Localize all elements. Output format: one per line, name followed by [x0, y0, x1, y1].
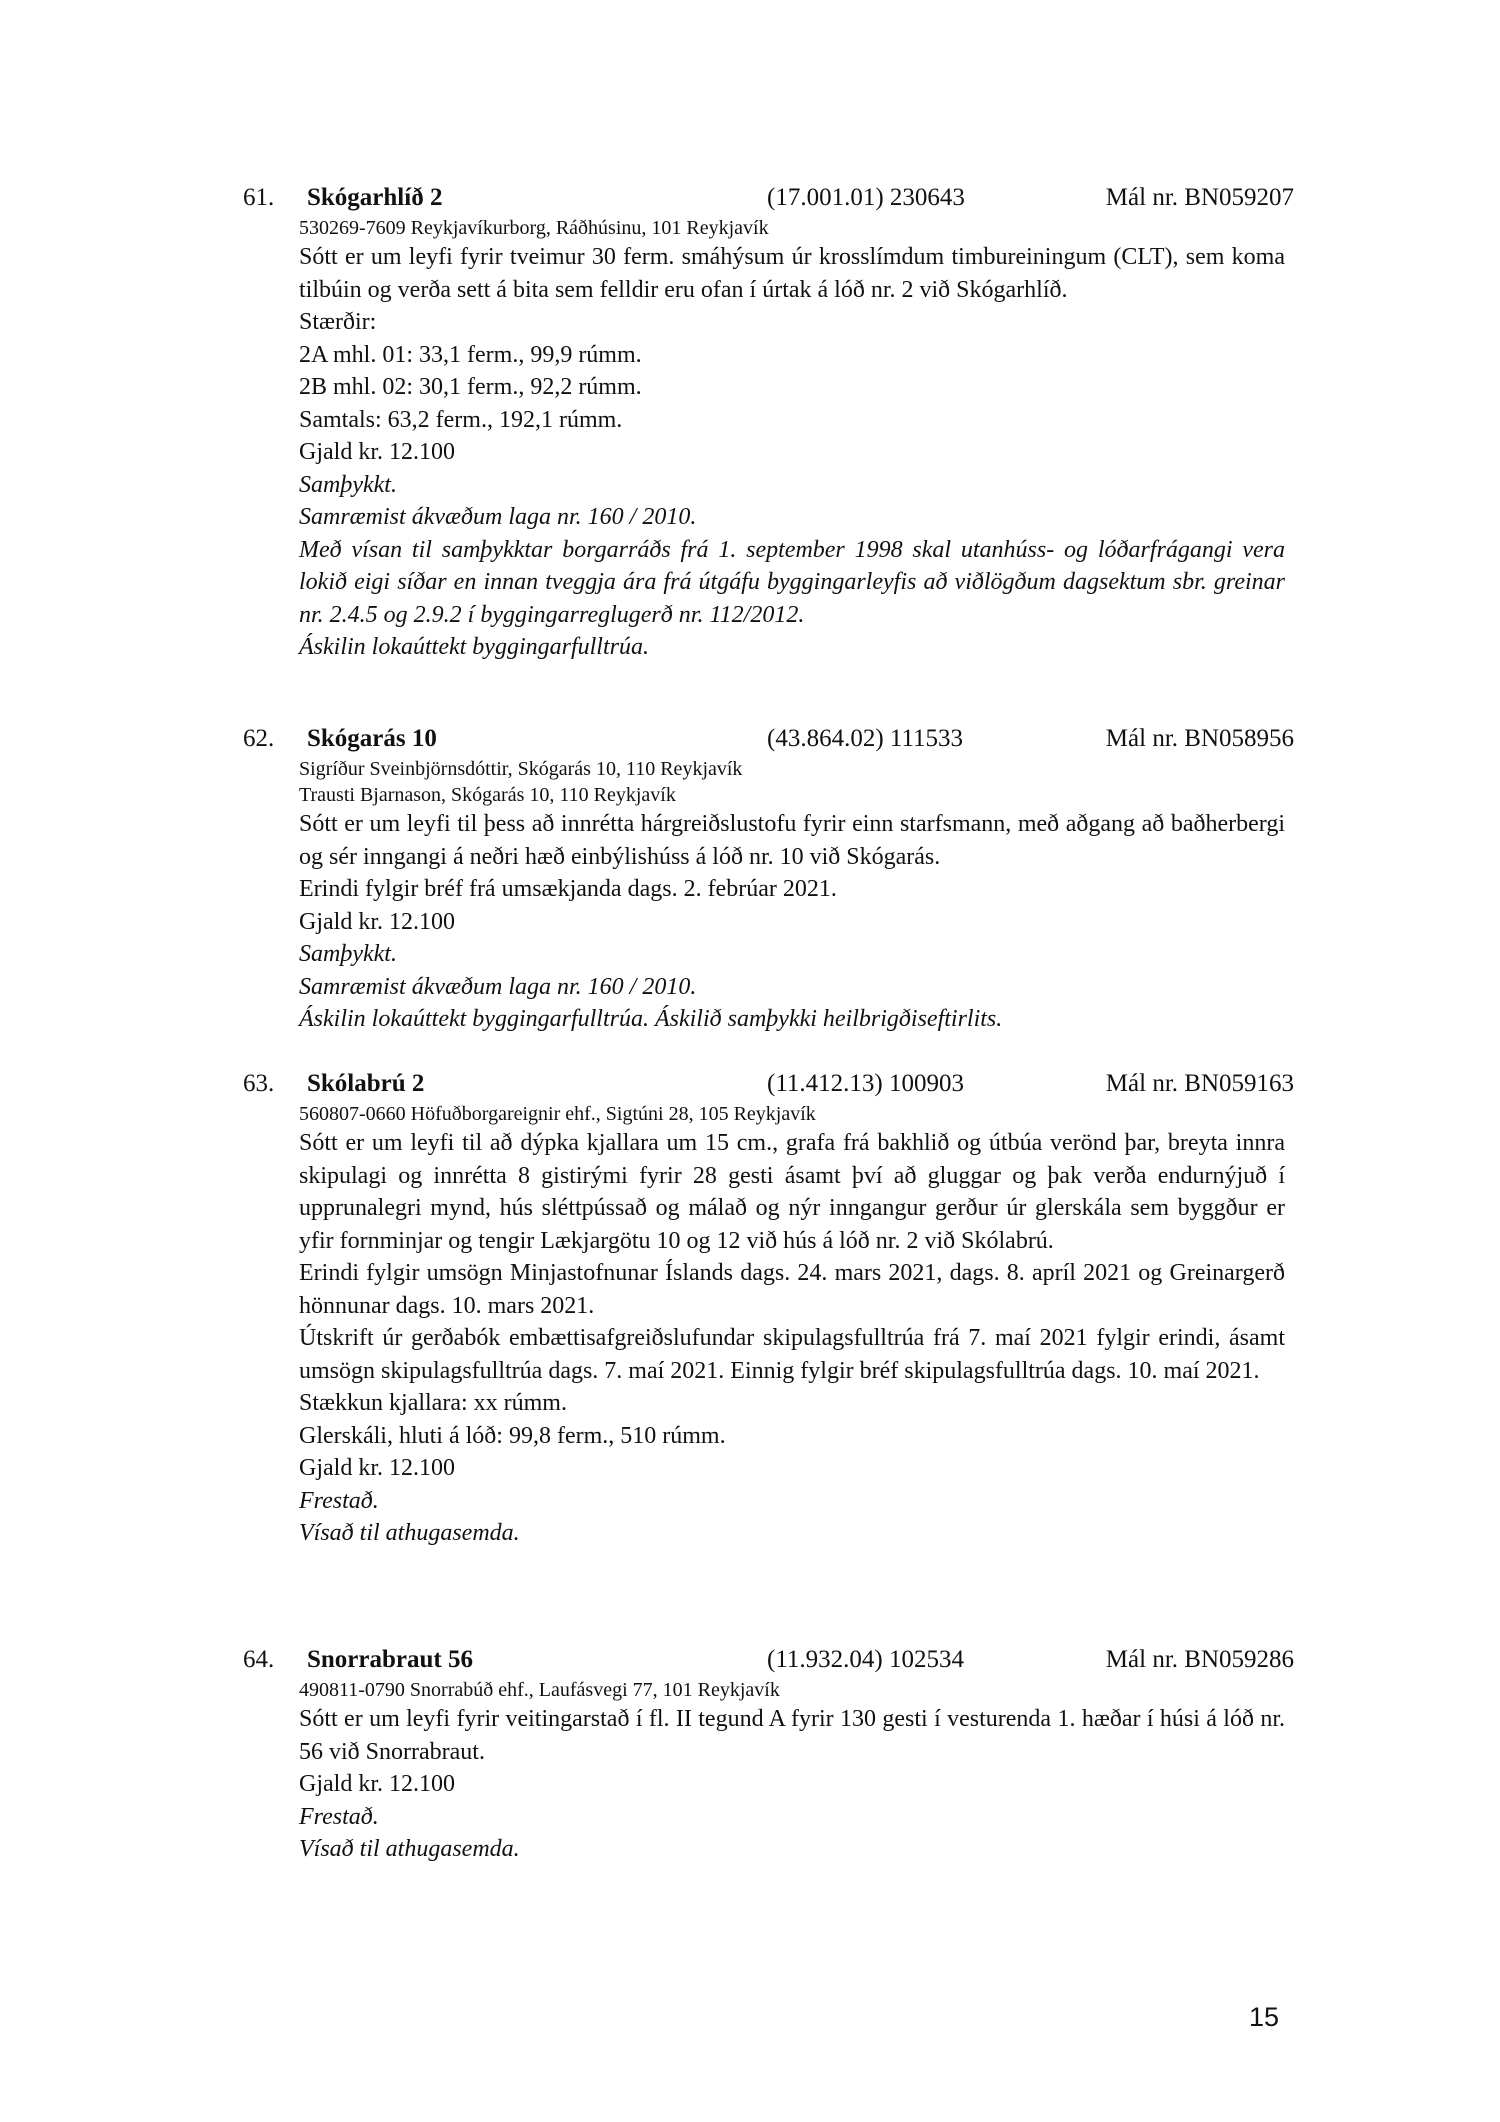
description: Sótt er um leyfi til að dýpka kjallara um 15 cm., grafa frá bakhlið og útbúa verönd þar, breyta innra skipulagi og innrétta 8 gistirými fyrir 28 gesti ásamt því að gluggar og þak verða endurnýjuð í upprunalegri mynd, hús sléttpússað og málað og nýr inngangur gerður úr glerskála sem byggður er yfir fornminjar og tengir Lækjargötu 10 og 12 við hús á lóð nr. 2 við Skólabrú.: [299, 1130, 1285, 1254]
entry-lot-id: (43.864.02) 111533: [767, 725, 964, 752]
detail-line: 2A mhl. 01: 33,1 ferm., 99,9 rúmm.: [299, 341, 642, 368]
detail-line: 2B mhl. 02: 30,1 ferm., 92,2 rúmm.: [299, 374, 642, 400]
detail-line: Stærðir:: [299, 309, 377, 335]
fee-line: Gjald kr. 12.100: [299, 439, 455, 465]
decision-line: Samræmist ákvæðum laga nr. 160 / 2010.: [299, 504, 697, 530]
applicant: Trausti Bjarnason, Skógarás 10, 110 Reykjavík: [299, 784, 676, 806]
attachments-note: Erindi fylgir umsögn Minjastofnunar Íslands dags. 24. mars 2021, dags. 8. apríl 2021 og Greinargerð hönnunar dags. 10. mars 2021.: [299, 1260, 1285, 1319]
decision-line: Vísað til athugasemda.: [299, 1520, 520, 1546]
applicant: 560807-0660 Höfuðborgareignir ehf., Sigtúni 28, 105 Reykjavík: [299, 1103, 816, 1125]
entry-address: Skógarás 10: [307, 725, 437, 752]
fee-line: Gjald kr. 12.100: [299, 908, 455, 935]
entry-number: 64.: [243, 1646, 275, 1673]
entry-body: [299, 756, 1285, 1036]
detail-line: Stækkun kjallara: xx rúmm.: [299, 1390, 567, 1416]
entry-number: 61.: [243, 184, 275, 211]
entry-lot-id: (11.932.04) 102534: [767, 1646, 964, 1673]
decision-line: Frestað.: [299, 1803, 379, 1830]
entry-case-number: Mál nr. BN059286: [1105, 1646, 1294, 1673]
entry-63: [0, 1067, 1500, 1550]
applicant: 490811-0790 Snorrabúð ehf., Laufásvegi 77, 101 Reykjavík: [299, 1679, 780, 1701]
decision-line: Samþykkt.: [299, 941, 397, 967]
final-inspection-note: Áskilin lokaúttekt byggingarfulltrúa.: [299, 634, 649, 660]
extract-note: Útskrift úr gerðabók embættisafgreiðslufundar skipulagsfulltrúa frá 7. maí 2021 fylgir erindi, ásamt umsögn skipulagsfulltrúa dags. 7. maí 2021. Einnig fylgir bréf skipulagsfulltrúa dags. 10. maí 2021.: [299, 1325, 1285, 1384]
decision-line: Samþykkt.: [299, 471, 397, 498]
entry-address: Skólabrú 2: [307, 1070, 425, 1097]
entry-61: [0, 181, 1500, 664]
entry-lot-id: (11.412.13) 100903: [767, 1070, 964, 1097]
page-number: 15: [1249, 2002, 1280, 2032]
entry-62: [0, 722, 1500, 1036]
decision-line: Frestað.: [299, 1487, 379, 1514]
detail-line: Samtals: 63,2 ferm., 192,1 rúmm.: [299, 406, 623, 433]
entry-case-number: Mál nr. BN059163: [1105, 1070, 1294, 1097]
applicant: Sigríður Sveinbjörnsdóttir, Skógarás 10, 110 Reykjavík: [299, 758, 743, 780]
description: Sótt er um leyfi fyrir tveimur 30 ferm. smáhýsum úr krosslímdum timbureiningum (CLT), sem koma tilbúin og verða sett á bita sem felldir eru ofan í úrtak á lóð nr. 2 við Skógarhlíð.: [299, 244, 1285, 303]
entry-address: Skógarhlíð 2: [307, 184, 443, 211]
entry-lot-id: (17.001.01) 230643: [767, 184, 965, 211]
entry-header: [0, 1067, 1500, 1101]
decision-line: Vísað til athugasemda.: [299, 1836, 520, 1862]
entry-header: [0, 722, 1500, 756]
detail-line: Glerskáli, hluti á lóð: 99,8 ferm., 510 rúmm.: [299, 1422, 726, 1449]
applicant: 530269-7609 Reykjavíkurborg, Ráðhúsinu, 101 Reykjavík: [299, 217, 769, 239]
description: Sótt er um leyfi til þess að innrétta hárgreiðslustofu fyrir einn starfsmann, með aðgang að baðherbergi og sér inngangi á neðri hæð einbýlishúss á lóð nr. 10 við Skógarás.: [299, 811, 1285, 870]
entry-number: 62.: [243, 725, 275, 752]
description: Sótt er um leyfi fyrir veitingarstað í fl. II tegund A fyrir 130 gesti í vesturenda 1. hæðar í húsi á lóð nr. 56 við Snorrabraut.: [299, 1706, 1285, 1765]
decision-line: Samræmist ákvæðum laga nr. 160 / 2010.: [299, 973, 697, 1000]
entry-case-number: Mál nr. BN059207: [1105, 184, 1294, 211]
conditions-note: Með vísan til samþykktar borgarráðs frá 1. september 1998 skal utanhúss- og lóðarfrágangi vera lokið eigi síðar en innan tveggja ára frá útgáfu byggingarleyfis að viðlögðum dagsektum sbr. greinar nr. 2.4.5 og 2.9.2 í byggingarreglugerð nr. 112/2012.: [299, 536, 1285, 628]
entry-64: [0, 1643, 1500, 1866]
entry-address: Snorrabraut 56: [307, 1646, 473, 1673]
decision-line: Áskilin lokaúttekt byggingarfulltrúa. Áskilið samþykki heilbrigðiseftirlits.: [299, 1006, 1003, 1032]
entry-header: [0, 1643, 1500, 1677]
detail-line: Erindi fylgir bréf frá umsækjanda dags. 2. febrúar 2021.: [299, 876, 837, 902]
entry-header: [0, 181, 1500, 215]
fee-line: Gjald kr. 12.100: [299, 1771, 455, 1797]
entry-body: [299, 1677, 1285, 1866]
entry-number: 63.: [243, 1070, 275, 1097]
entry-body: [299, 215, 1285, 664]
entry-body: [299, 1101, 1285, 1550]
entry-case-number: Mál nr. BN058956: [1105, 725, 1294, 752]
fee-line: Gjald kr. 12.100: [299, 1455, 455, 1481]
